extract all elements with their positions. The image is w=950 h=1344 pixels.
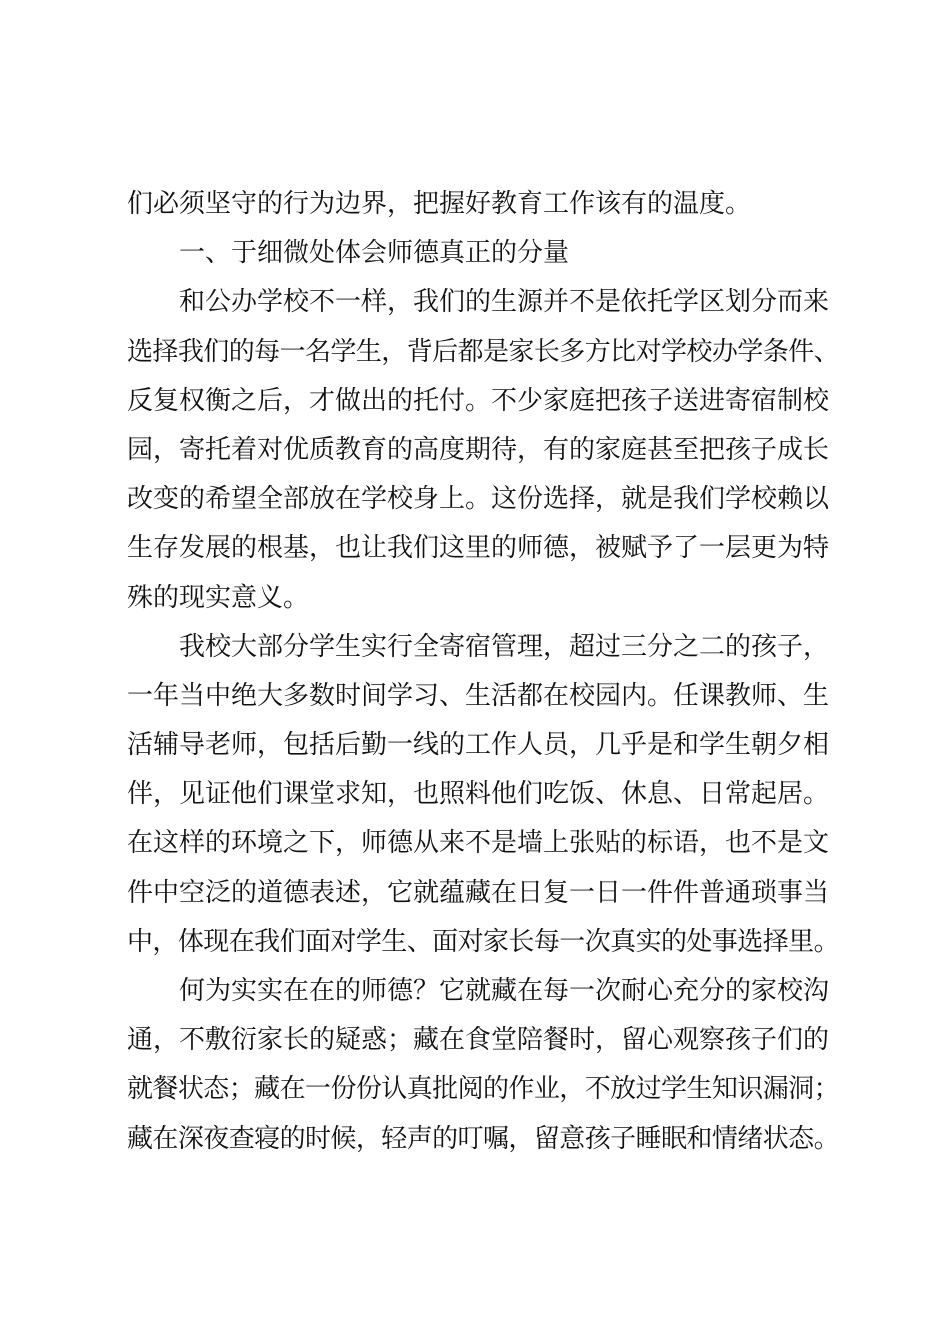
section-heading: 一、于细微处体会师德真正的分量 bbox=[179, 238, 570, 269]
text-line: 在这样的环境之下，师德从来不是墙上张贴的标语，也不是文 bbox=[127, 828, 830, 859]
text-line: 选择我们的每一名学生，背后都是家长多方比对学校办学条件、 bbox=[127, 336, 840, 367]
text-line: 一年当中绝大多数时间学习、生活都在校园内。任课教师、生 bbox=[127, 680, 830, 711]
text-line: 件中空泛的道德表述，它就蕴藏在日复一日一件件普通琐事当 bbox=[127, 877, 830, 908]
text-line: 就餐状态；藏在一份份认真批阅的作业，不放过学生知识漏洞； bbox=[127, 1074, 840, 1105]
text-line: 中，体现在我们面对学生、面对家长每一次真实的处事选择里。 bbox=[127, 926, 840, 957]
text-line: 生存发展的根基，也让我们这里的师德，被赋予了一层更为特 bbox=[127, 533, 830, 564]
text-line: 园，寄托着对优质教育的高度期待，有的家庭甚至把孩子成长 bbox=[127, 434, 830, 465]
text-line: 藏在深夜查寝的时候，轻声的叮嘱，留意孩子睡眠和情绪状态。 bbox=[127, 1123, 840, 1154]
text-line: 我校大部分学生实行全寄宿管理，超过三分之二的孩子， bbox=[179, 631, 830, 662]
text-line: 改变的希望全部放在学校身上。这份选择，就是我们学校赖以 bbox=[127, 484, 830, 515]
text-line: 活辅导老师，包括后勤一线的工作人员，几乎是和学生朝夕相 bbox=[127, 730, 830, 761]
document-body bbox=[127, 180, 839, 1164]
text-line: 伴，见证他们课堂求知，也照料他们吃饭、休息、日常起居。 bbox=[127, 779, 830, 810]
text-line: 何为实实在在的师德？它就藏在每一次耐心充分的家校沟 bbox=[179, 976, 830, 1006]
text-line: 通，不敷衍家长的疑惑；藏在食堂陪餐时，留心观察孩子们的 bbox=[127, 1025, 830, 1056]
text-line: 反复权衡之后，才做出的托付。不少家庭把孩子送进寄宿制校 bbox=[127, 385, 830, 416]
text-line: 殊的现实意义。 bbox=[127, 582, 310, 613]
text-line: 和公办学校不一样，我们的生源并不是依托学区划分而来 bbox=[179, 287, 830, 318]
text-line: 们必须坚守的行为边界，把握好教育工作该有的温度。 bbox=[127, 189, 752, 219]
